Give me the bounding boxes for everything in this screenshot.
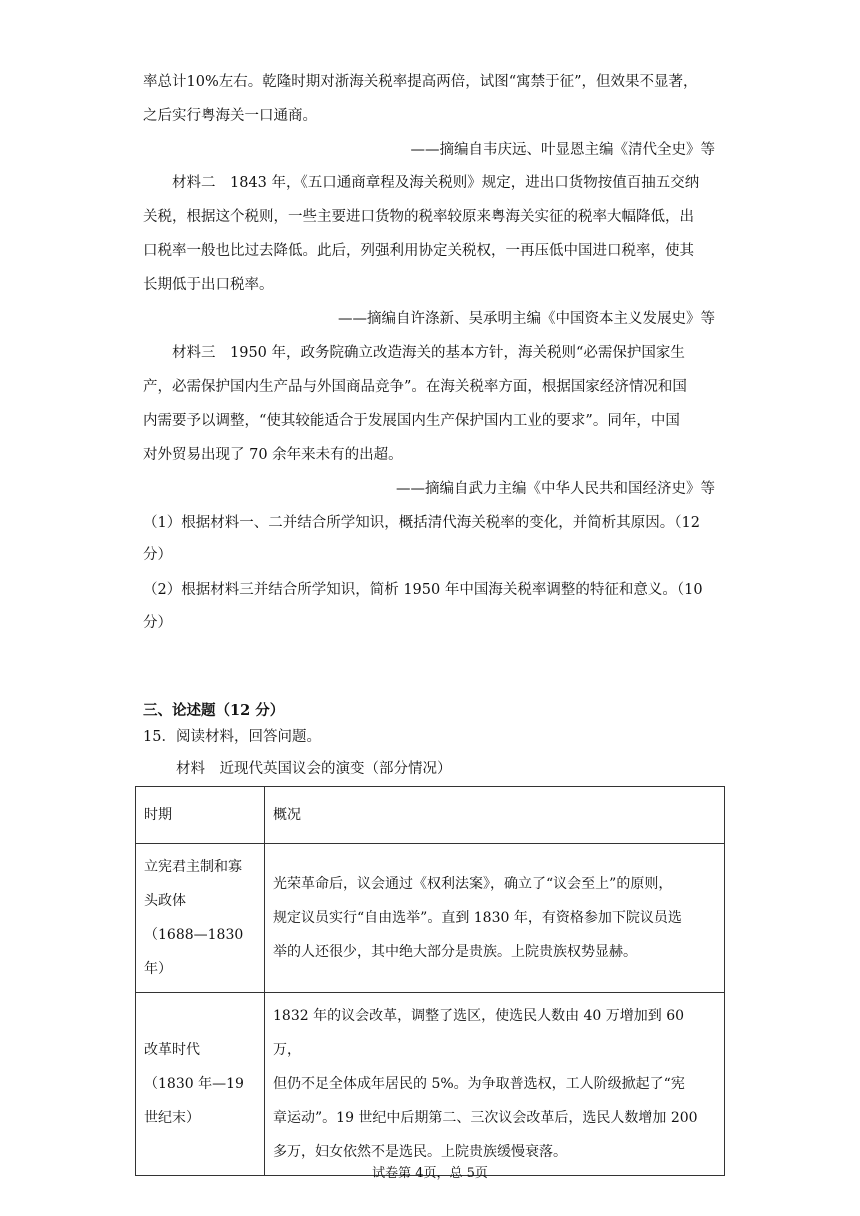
overview-text: 规定议员实行“自由选举”。直到 1830 年，有资格参加下院议员选 — [273, 910, 682, 926]
table-header-row — [136, 787, 725, 844]
overview-cell — [265, 993, 725, 1176]
overview-text: 1832 年的议会改革，调整了选区，使选民人数由 40 万增加到 60 万， — [273, 1008, 685, 1058]
header-overview: 概况 — [265, 787, 725, 844]
period-cell — [136, 844, 265, 993]
material3-line: 材料三 1950 年，政务院确立改造海关的基本方针，海关税则“必需保护国家生 — [172, 345, 685, 361]
question-2-cont: 分） — [143, 615, 172, 631]
material2-line: 长期低于出口税率。 — [143, 277, 274, 293]
material2-source: ——摘编自许涤新、吴承明主编《中国资本主义发展史》等 — [338, 311, 715, 327]
overview-text: 章运动”。19 世纪中后期第二、三次议会改革后，选民人数增加 200 — [273, 1110, 698, 1126]
period-text: 世纪末） — [144, 1110, 200, 1126]
period-text: （1830 年—19 — [144, 1076, 244, 1092]
question-15: 15．阅读材料，回答问题。 — [143, 729, 321, 745]
table-row — [136, 993, 725, 1176]
question-2: （2）根据材料三并结合所学知识，简析 1950 年中国海关税率调整的特征和意义。（10 — [143, 582, 703, 598]
material3-source: ——摘编自武力主编《中华人民共和国经济史》等 — [396, 481, 715, 497]
material2-line: 口税率一般也比过去降低。此后，列强利用协定关税权，一再压低中国进口税率，使其 — [143, 243, 694, 259]
overview-text: 光荣革命后，议会通过《权利法案》，确立了“议会至上”的原则， — [273, 876, 673, 892]
section-heading: 三、论述题（12 分） — [143, 702, 285, 719]
material1-line: 之后实行粤海关一口通商。 — [143, 108, 317, 124]
overview-text: 但仍不足全体成年居民的 5%。为争取普选权，工人阶级掀起了“宪 — [273, 1076, 685, 1092]
question-1: （1）根据材料一、二并结合所学知识，概括清代海关税率的变化，并简析其原因。（12 — [143, 515, 700, 531]
header-period: 时期 — [136, 787, 265, 844]
question-1-cont: 分） — [143, 547, 172, 563]
material3-line: 内需要予以调整，“使其较能适合于发展国内生产保护国内工业的要求”。同年，中国 — [143, 413, 680, 429]
period-cell — [136, 993, 265, 1176]
period-text: 立宪君主制和寡 — [144, 859, 242, 875]
page-footer: 试卷第 4页，总 5页 — [372, 1166, 488, 1181]
material3-line: 对外贸易出现了 70 余年来未有的出超。 — [143, 447, 403, 463]
table-caption: 材料 近现代英国议会的演变（部分情况） — [176, 761, 452, 777]
material3-line: 产，必需保护国内生产品与外国商品竞争”。在海关税率方面，根据国家经济情况和国 — [143, 379, 687, 395]
period-text: 头政体 — [144, 893, 186, 909]
material2-line: 关税，根据这个税则，一些主要进口货物的税率较原来粤海关实征的税率大幅降低，出 — [143, 209, 694, 225]
overview-cell — [265, 844, 725, 993]
material1-line: 率总计10%左右。乾隆时期对浙海关税率提高两倍，试图“寓禁于征”，但效果不显著， — [143, 74, 698, 90]
material2-line: 材料二 1843 年，《五口通商章程及海关税则》规定，进出口货物按值百抽五交纳 — [172, 175, 700, 191]
parliament-table — [135, 786, 725, 1176]
overview-text: 举的人还很少，其中绝大部分是贵族。上院贵族权势显赫。 — [273, 944, 637, 960]
table-row — [136, 844, 725, 993]
period-text: 年） — [144, 961, 172, 977]
overview-text: 多万，妇女依然不是选民。上院贵族缓慢衰落。 — [273, 1144, 567, 1160]
period-text: （1688—1830 — [144, 927, 244, 943]
period-text: 改革时代 — [144, 1042, 200, 1058]
material1-source: ——摘编自韦庆远、叶显恩主编《清代全史》等 — [410, 142, 715, 158]
